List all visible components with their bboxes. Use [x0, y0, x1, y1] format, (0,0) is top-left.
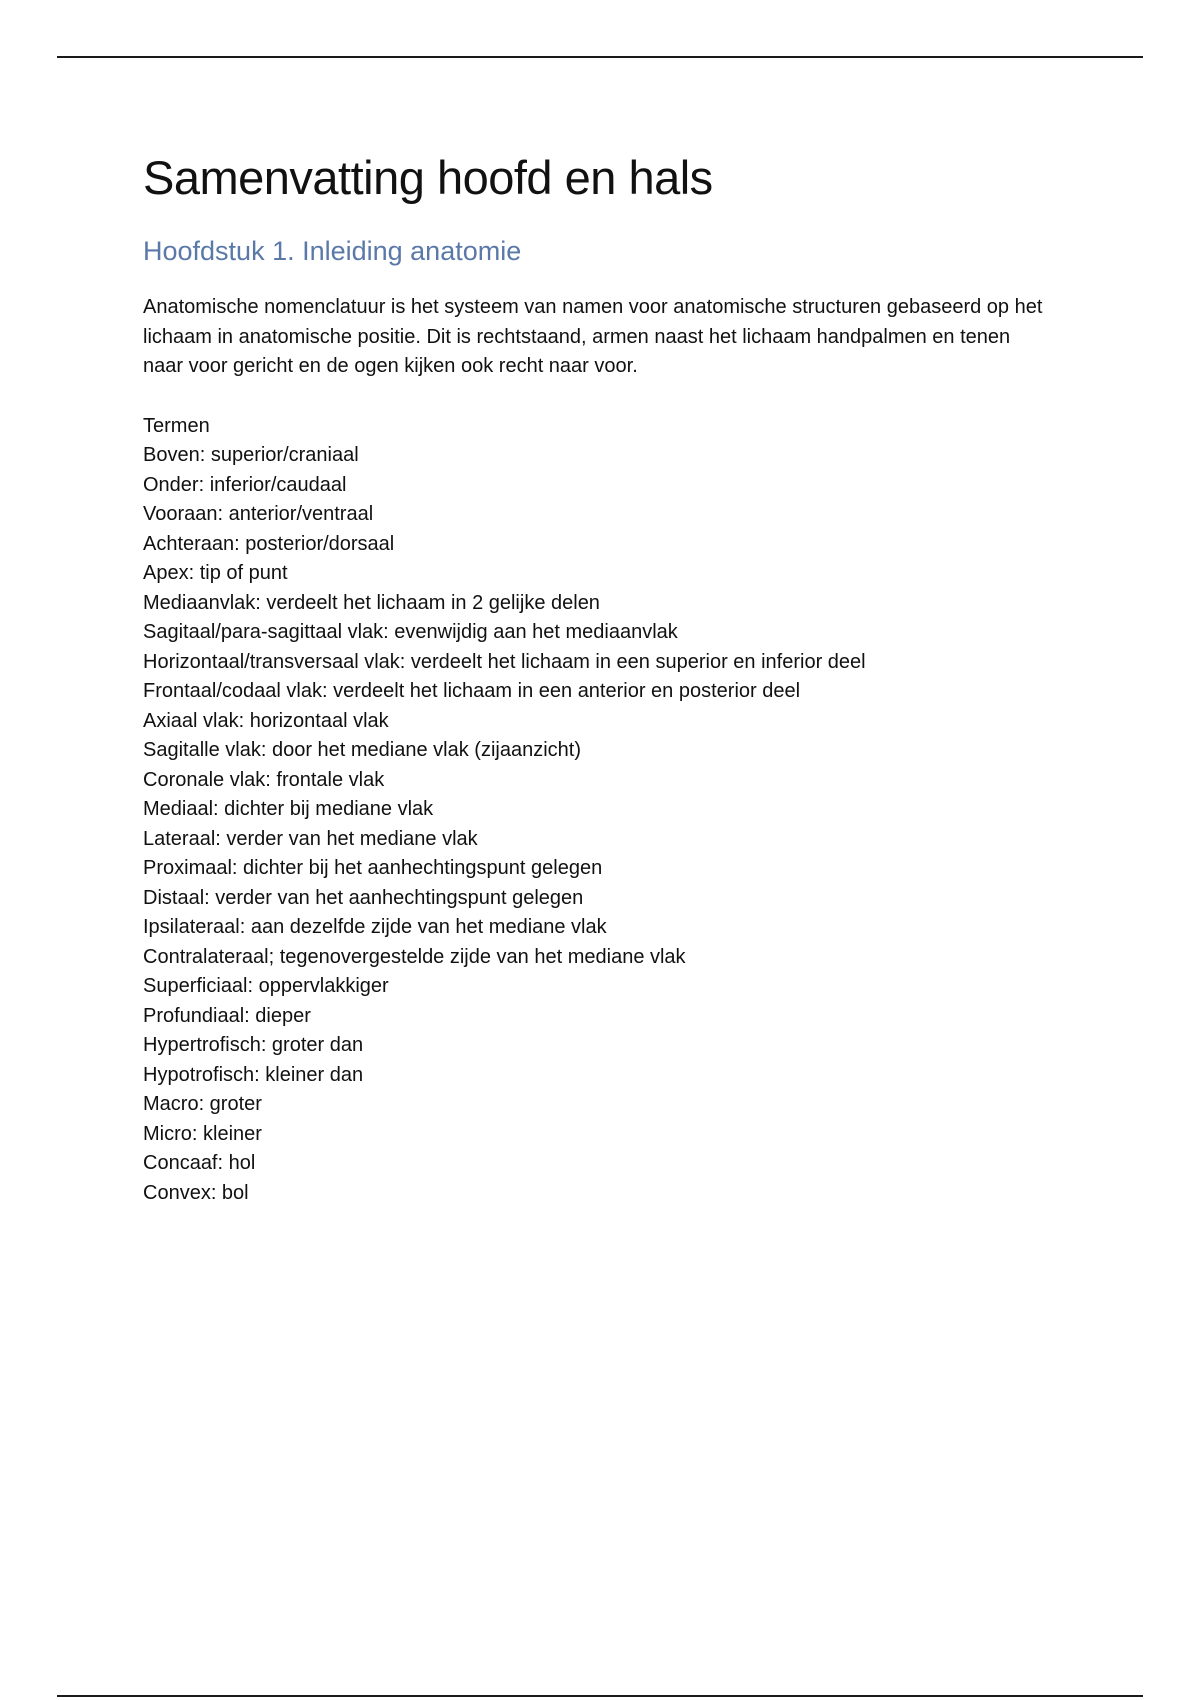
term-item: Axiaal vlak: horizontaal vlak: [143, 709, 389, 732]
term-item: Achteraan: posterior/dorsaal: [143, 532, 395, 555]
term-item: Sagitalle vlak: door het mediane vlak (zijaanzicht): [143, 739, 581, 761]
term-item: Vooraan: anterior/ventraal: [143, 503, 374, 525]
term-item: Proximaal: dichter bij het aanhechtingspunt gelegen: [143, 857, 603, 879]
term-item: Profundiaal: dieper: [143, 1004, 311, 1027]
page-bottom-rule: [57, 1695, 1143, 1697]
intro-paragraph: Anatomische nomenclatuur is het systeem van namen voor anatomische structuren gebaseerd op het lichaam in anatomische positie. Dit is rechtstaand, armen naast het lichaam handpalmen en tenen naar voor gericht en de ogen kijken ook recht naar voor.: [143, 296, 1043, 377]
terms-list: [143, 441, 1043, 1208]
term-item: Micro: kleiner: [143, 1122, 262, 1145]
term-item: Boven: superior/craniaal: [143, 444, 359, 466]
term-item: Mediaal: dichter bij mediane vlak: [143, 798, 434, 820]
page-top-rule: [57, 56, 1143, 58]
term-item: Sagitaal/para-sagittaal vlak: evenwijdig aan het mediaanvlak: [143, 621, 678, 643]
term-item: Horizontaal/transversaal vlak: verdeelt het lichaam in een superior en inferior deel: [143, 650, 866, 673]
term-item: Coronale vlak: frontale vlak: [143, 768, 385, 791]
term-item: Ipsilateraal: aan dezelfde zijde van het mediane vlak: [143, 916, 607, 938]
term-item: Contralateraal; tegenovergestelde zijde van het mediane vlak: [143, 945, 686, 968]
term-item: Concaaf: hol: [143, 1152, 256, 1174]
term-item: Frontaal/codaal vlak: verdeelt het lichaam in een anterior en posterior deel: [143, 680, 801, 702]
term-item: Macro: groter: [143, 1093, 262, 1115]
chapter-heading: Hoofdstuk 1. Inleiding anatomie: [143, 236, 522, 266]
term-item: Distaal: verder van het aanhechtingspunt gelegen: [143, 886, 584, 909]
page-title: Samenvatting hoofd en hals: [143, 151, 713, 204]
term-item: Superficiaal: oppervlakkiger: [143, 975, 389, 997]
term-item: Onder: inferior/caudaal: [143, 473, 347, 496]
term-item: Apex: tip of punt: [143, 562, 288, 584]
term-item: Hypotrofisch: kleiner dan: [143, 1063, 364, 1086]
term-item: Hypertrofisch: groter dan: [143, 1034, 364, 1056]
term-item: Lateraal: verder van het mediane vlak: [143, 827, 478, 850]
document-body: [143, 148, 1043, 1208]
terms-heading: Termen: [143, 414, 210, 437]
term-item: Mediaanvlak: verdeelt het lichaam in 2 gelijke delen: [143, 591, 600, 614]
term-item: Convex: bol: [143, 1181, 249, 1204]
